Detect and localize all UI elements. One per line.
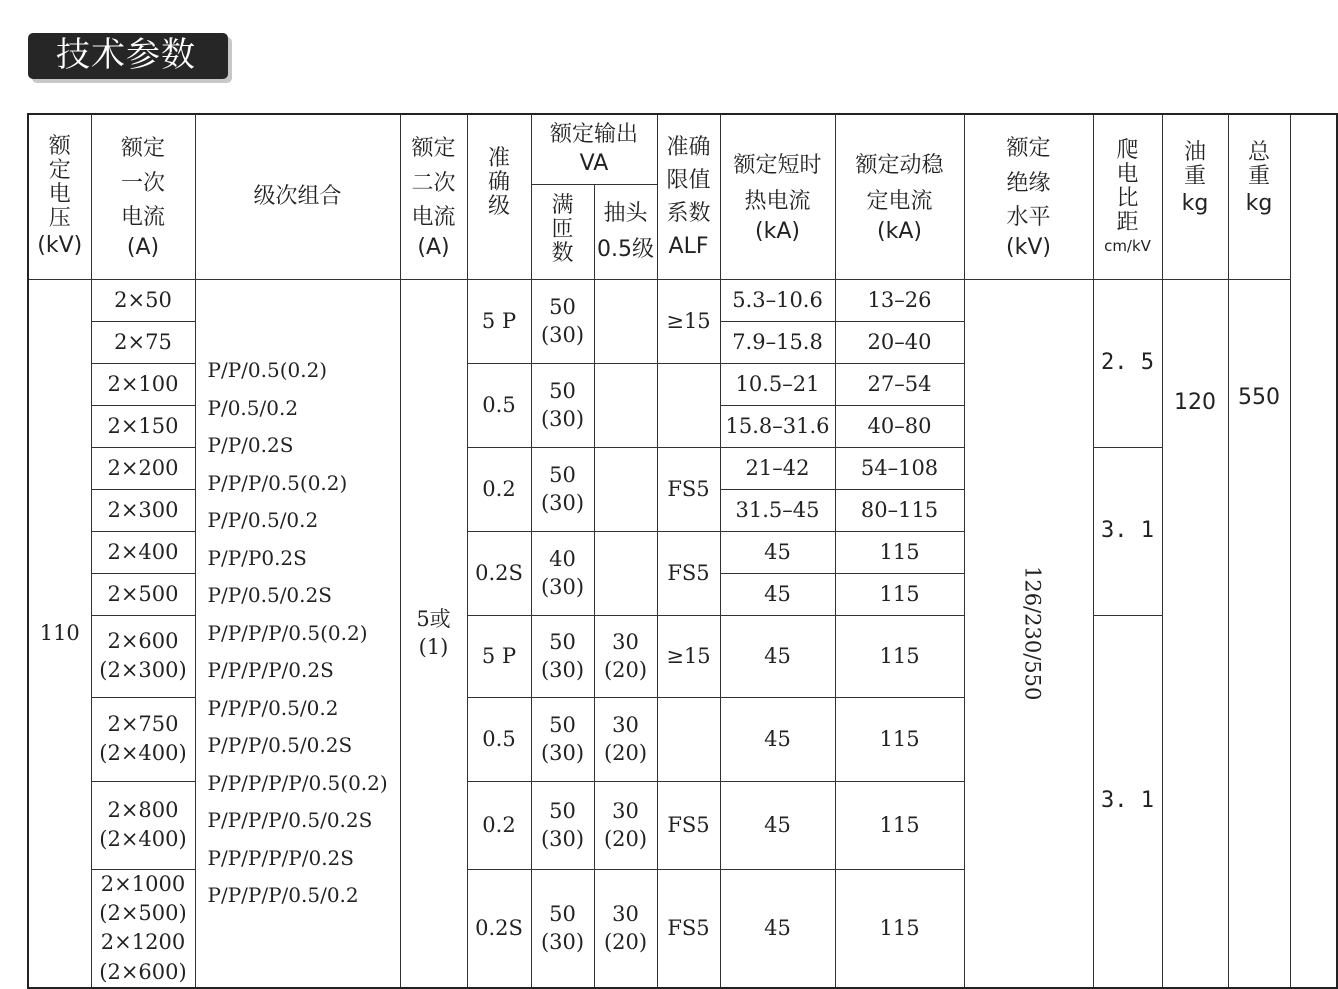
primary-current-cell: 2×150 [91, 405, 195, 447]
primary-current-sub: (2×400) [99, 741, 187, 765]
tap-cell [594, 279, 657, 363]
alf-cell [657, 697, 720, 781]
header-dynamic-current-label: 额定动稳定电流 [855, 153, 944, 214]
header-total-weight-label: 总重 [1248, 140, 1271, 190]
header-short-time-current [720, 114, 835, 279]
full-turns-value: 40 [549, 546, 576, 571]
header-dynamic-current [835, 114, 964, 279]
dynamic-current-cell: 115 [835, 573, 964, 615]
tap-cell [594, 531, 657, 615]
accuracy-class-cell: 5 P [467, 279, 531, 363]
thermal-current-cell: 45 [720, 615, 835, 697]
combination-item: P/P/0.5/0.2 [207, 508, 319, 533]
creepage-cell: 3. 1 [1093, 447, 1162, 615]
combination-item: P/P/P/P/0.5(0.2) [207, 620, 368, 645]
combination-item: P/P/P/P/0.2S [207, 658, 334, 683]
thermal-current-cell: 15.8–31.6 [720, 405, 835, 447]
dynamic-current-cell: 115 [835, 781, 964, 869]
full-turns-value: 50 [549, 462, 576, 487]
header-primary-current-label: 额定一次电流 [121, 136, 166, 230]
section-title: 技术参数 [56, 35, 196, 75]
header-accuracy-class [467, 114, 531, 279]
combination-item: P/P/P/0.5/0.2 [207, 695, 339, 720]
accuracy-class-cell: 0.2S [467, 531, 531, 615]
header-insulation-level [964, 114, 1093, 279]
full-turns-cell [531, 615, 594, 697]
combination-item: P/P/P/P/0.5/0.2S [207, 808, 373, 833]
accuracy-class-cell: 0.2S [467, 869, 531, 988]
full-turns-sub: (30) [540, 575, 585, 599]
secondary-current-line: (1) [418, 635, 449, 660]
dynamic-current-cell: 54–108 [835, 447, 964, 489]
primary-current-value: 2×1000 [100, 871, 186, 896]
combination-item: P/P/P/P/P/0.2S [207, 845, 354, 870]
dynamic-current-cell: 13–26 [835, 279, 964, 321]
header-oil-weight-unit: kg [1181, 190, 1209, 216]
header-secondary-current-unit: (A) [417, 234, 450, 260]
primary-current-value: 2×1200 [100, 930, 186, 955]
tap-sub: (20) [603, 741, 648, 765]
dynamic-current-cell: 27–54 [835, 363, 964, 405]
header-full-turns [531, 184, 594, 279]
header-row-1 [28, 114, 1337, 184]
primary-current-cell [91, 615, 195, 697]
thermal-current-cell: 45 [720, 781, 835, 869]
secondary-current-line: 5或 [416, 606, 451, 631]
combination-item: P/P/P/0.5/0.2S [207, 733, 353, 758]
tap-sub: (20) [603, 827, 648, 851]
header-tap-label: 抽头0.5级 [597, 201, 654, 262]
header-rated-voltage-unit: (kV) [37, 232, 83, 258]
total-weight-cell: 550 [1228, 279, 1290, 988]
tap-value: 30 [612, 629, 639, 654]
combination-item: P/P/P/P/0.5/0.2 [207, 883, 359, 908]
header-oil-weight-label: 油重 [1184, 140, 1207, 190]
header-short-time-current-label: 额定短时热电流 [733, 153, 822, 214]
tap-value: 30 [612, 901, 639, 926]
header-creepage [1093, 114, 1162, 279]
creepage-cell: 2. 5 [1093, 279, 1162, 447]
creepage-cell: 3. 1 [1093, 615, 1162, 988]
insulation-level-value: 126/230/550 [1019, 566, 1044, 701]
primary-current-value: 2×750 [107, 711, 179, 736]
header-creepage-label: 爬电比距 [1116, 137, 1139, 236]
thermal-current-cell: 45 [720, 573, 835, 615]
primary-current-value: 2×600 [107, 628, 179, 653]
full-turns-sub: (30) [540, 407, 585, 431]
primary-current-cell [91, 781, 195, 869]
primary-current-cell: 2×50 [91, 279, 195, 321]
full-turns-cell [531, 781, 594, 869]
dynamic-current-cell: 115 [835, 531, 964, 573]
tap-cell [594, 697, 657, 781]
header-primary-current [91, 114, 195, 279]
full-turns-sub: (30) [540, 827, 585, 851]
header-winding-combination: 级次组合 [195, 114, 400, 279]
full-turns-sub: (30) [540, 323, 585, 347]
header-rated-voltage-label: 额定电压 [48, 133, 71, 232]
full-turns-value: 50 [549, 294, 576, 319]
tap-value: 30 [612, 712, 639, 737]
header-total-weight [1228, 114, 1290, 279]
primary-current-cell: 2×75 [91, 321, 195, 363]
dynamic-current-cell: 40–80 [835, 405, 964, 447]
dynamic-current-cell: 115 [835, 869, 964, 988]
combination-item: P/P/0.5/0.2S [207, 583, 332, 608]
thermal-current-cell: 45 [720, 531, 835, 573]
primary-current-sub: (2×300) [99, 658, 187, 682]
accuracy-class-cell: 0.2 [467, 781, 531, 869]
accuracy-class-cell: 0.2 [467, 447, 531, 531]
thermal-current-cell: 45 [720, 869, 835, 988]
header-insulation-level-label: 额定绝缘水平 [1006, 136, 1051, 230]
tap-sub: (20) [603, 930, 648, 955]
primary-current-cell: 2×100 [91, 363, 195, 405]
insulation-level-cell [964, 279, 1093, 988]
header-total-weight-unit: kg [1245, 190, 1273, 216]
accuracy-class-cell: 0.5 [467, 697, 531, 781]
header-rated-output: 额定输出VA [531, 114, 657, 184]
dynamic-current-cell: 115 [835, 615, 964, 697]
primary-current-cell: 2×500 [91, 573, 195, 615]
tap-sub: (20) [603, 658, 648, 682]
combination-item: P/P/P/0.5(0.2) [207, 470, 348, 495]
header-primary-current-unit: (A) [126, 234, 160, 260]
thermal-current-cell: 5.3–10.6 [720, 279, 835, 321]
section-title-badge [28, 33, 228, 79]
header-alf-label: 准确限值系数ALF [666, 134, 711, 259]
full-turns-cell [531, 697, 594, 781]
header-dynamic-current-unit: (kA) [877, 218, 922, 244]
primary-current-sub: (2×600) [99, 959, 187, 984]
tap-cell [594, 615, 657, 697]
full-turns-cell [531, 363, 594, 447]
primary-current-cell: 2×300 [91, 489, 195, 531]
primary-current-cell [91, 697, 195, 781]
combination-item: P/P/P0.2S [207, 545, 307, 570]
alf-cell: FS5 [657, 781, 720, 869]
alf-cell [657, 363, 720, 447]
thermal-current-cell: 31.5–45 [720, 489, 835, 531]
accuracy-class-cell: 0.5 [467, 363, 531, 447]
combinations-cell [195, 279, 400, 988]
header-full-turns-label: 满匝数 [551, 192, 574, 267]
thermal-current-cell: 10.5–21 [720, 363, 835, 405]
combination-item: P/P/0.2S [207, 433, 294, 458]
primary-current-cell [91, 869, 195, 988]
full-turns-cell [531, 531, 594, 615]
header-secondary-current-label: 额定二次电流 [411, 136, 456, 230]
primary-current-value: 2×800 [107, 797, 179, 822]
oil-weight-cell: 120 [1162, 279, 1228, 988]
full-turns-sub: (30) [540, 658, 585, 682]
full-turns-cell [531, 869, 594, 988]
header-tap [594, 184, 657, 279]
full-turns-value: 50 [549, 712, 576, 737]
header-oil-weight [1162, 114, 1228, 279]
header-alf [657, 114, 720, 279]
header-accuracy-class-label: 准确级 [488, 146, 511, 220]
full-turns-value: 50 [549, 378, 576, 403]
tap-value: 30 [612, 798, 639, 823]
full-turns-cell [531, 447, 594, 531]
full-turns-value: 50 [549, 629, 576, 654]
alf-cell: FS5 [657, 869, 720, 988]
tap-cell [594, 869, 657, 988]
thermal-current-cell: 45 [720, 697, 835, 781]
primary-current-sub: (2×400) [99, 827, 187, 851]
alf-cell: FS5 [657, 447, 720, 531]
table-row [28, 279, 1337, 321]
header-short-time-current-unit: (kA) [755, 218, 800, 244]
dynamic-current-cell: 115 [835, 697, 964, 781]
tap-cell [594, 447, 657, 531]
full-turns-sub: (30) [540, 930, 585, 955]
alf-cell: FS5 [657, 531, 720, 615]
primary-current-cell: 2×200 [91, 447, 195, 489]
header-insulation-level-unit: (kV) [1006, 234, 1051, 260]
alf-cell: ≥15 [657, 279, 720, 363]
alf-cell: ≥15 [657, 615, 720, 697]
thermal-current-cell: 21–42 [720, 447, 835, 489]
primary-current-cell: 2×400 [91, 531, 195, 573]
full-turns-value: 50 [549, 901, 576, 926]
secondary-current-cell [400, 279, 467, 988]
header-secondary-current [400, 114, 467, 279]
dynamic-current-cell: 80–115 [835, 489, 964, 531]
tap-cell [594, 781, 657, 869]
primary-current-sub: (2×500) [99, 900, 187, 925]
combination-item: P/P/0.5(0.2) [207, 358, 328, 383]
combination-item: P/P/P/P/P/0.5(0.2) [207, 770, 388, 795]
thermal-current-cell: 7.9–15.8 [720, 321, 835, 363]
full-turns-sub: (30) [540, 491, 585, 515]
header-rated-voltage [28, 114, 91, 279]
accuracy-class-cell: 5 P [467, 615, 531, 697]
header-creepage-unit: cm/kV [1104, 236, 1151, 255]
full-turns-sub: (30) [540, 741, 585, 765]
rated-voltage-cell: 110 [28, 279, 91, 988]
combination-item: P/0.5/0.2 [207, 395, 299, 420]
full-turns-cell [531, 279, 594, 363]
tap-cell [594, 363, 657, 447]
dynamic-current-cell: 20–40 [835, 321, 964, 363]
spec-table [27, 113, 1338, 989]
full-turns-value: 50 [549, 798, 576, 823]
